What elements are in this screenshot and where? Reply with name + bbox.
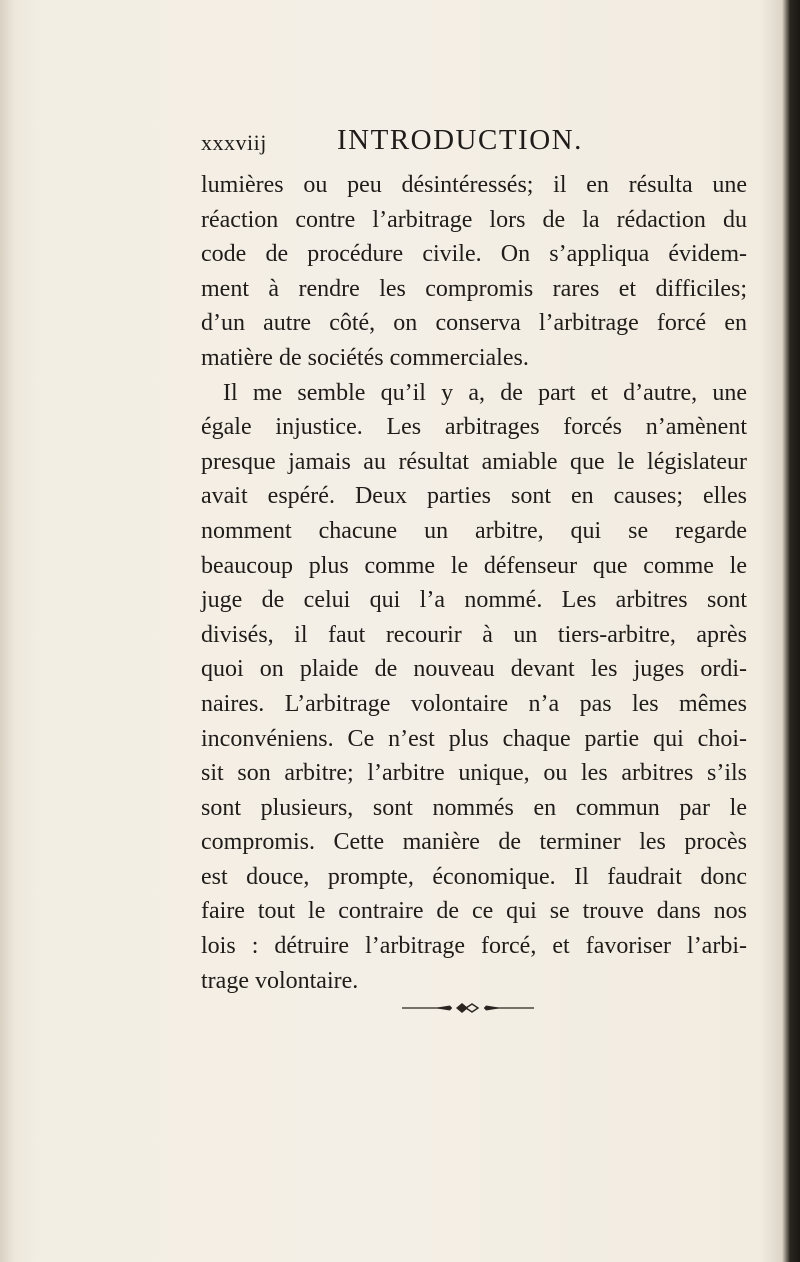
text-line: matière de sociétés commerciales.: [201, 344, 529, 371]
text-line: ment à rendre les compromis rares et difficiles;: [201, 275, 747, 302]
tailpiece-ornament-icon: [400, 1000, 536, 1016]
page-header: [201, 124, 601, 168]
text-line: nomment chacune un arbitre, qui se regarde: [201, 517, 747, 544]
text-line: est douce, prompte, économique. Il faudrait donc: [201, 863, 747, 890]
text-line: Il me semble qu’il y a, de part et d’autre, une: [223, 379, 747, 406]
body-text: [201, 168, 747, 998]
text-line: avait espéré. Deux parties sont en causes; elles: [201, 483, 747, 510]
text-line: quoi on plaide de nouveau devant les juges ordi-: [201, 656, 747, 683]
text-line: faire tout le contraire de ce qui se trouve dans nos: [201, 898, 747, 925]
text-line: naires. L’arbitrage volontaire n’a pas les mêmes: [201, 690, 747, 717]
text-line: juge de celui qui l’a nommé. Les arbitres sont: [201, 587, 747, 614]
text-line: sont plusieurs, sont nommés en commun par le: [201, 794, 747, 821]
text-line: lumières ou peu désintéressés; il en résulta une: [201, 172, 747, 198]
text-line: trage volontaire.: [201, 967, 359, 994]
text-line: égale injustice. Les arbitrages forcés n’amènent: [201, 414, 747, 441]
text-line: lois : détruire l’arbitrage forcé, et favoriser l’arbi-: [201, 933, 747, 960]
text-line: sit son arbitre; l’arbitre unique, ou les arbitres s’ils: [201, 760, 747, 787]
text-line: beaucoup plus comme le défenseur que comme le: [201, 552, 747, 579]
text-line: divisés, il faut recourir à un tiers-arbitre, après: [201, 621, 747, 648]
text-line: code de procédure civile. On s’appliqua évidem-: [201, 241, 747, 268]
text-line: réaction contre l’arbitrage lors de la rédaction du: [201, 206, 747, 233]
text-line: inconvéniens. Ce n’est plus chaque partie qui choi-: [201, 725, 747, 752]
running-title: INTRODUCTION.: [337, 124, 583, 156]
text-line: d’un autre côté, on conserva l’arbitrage forcé en: [201, 310, 747, 337]
text-line: presque jamais au résultat amiable que le législateur: [201, 448, 747, 475]
page-binding-edge: [0, 0, 14, 1262]
page-number: xxxviij: [201, 130, 267, 155]
text-line: compromis. Cette manière de terminer les procès: [201, 829, 747, 856]
